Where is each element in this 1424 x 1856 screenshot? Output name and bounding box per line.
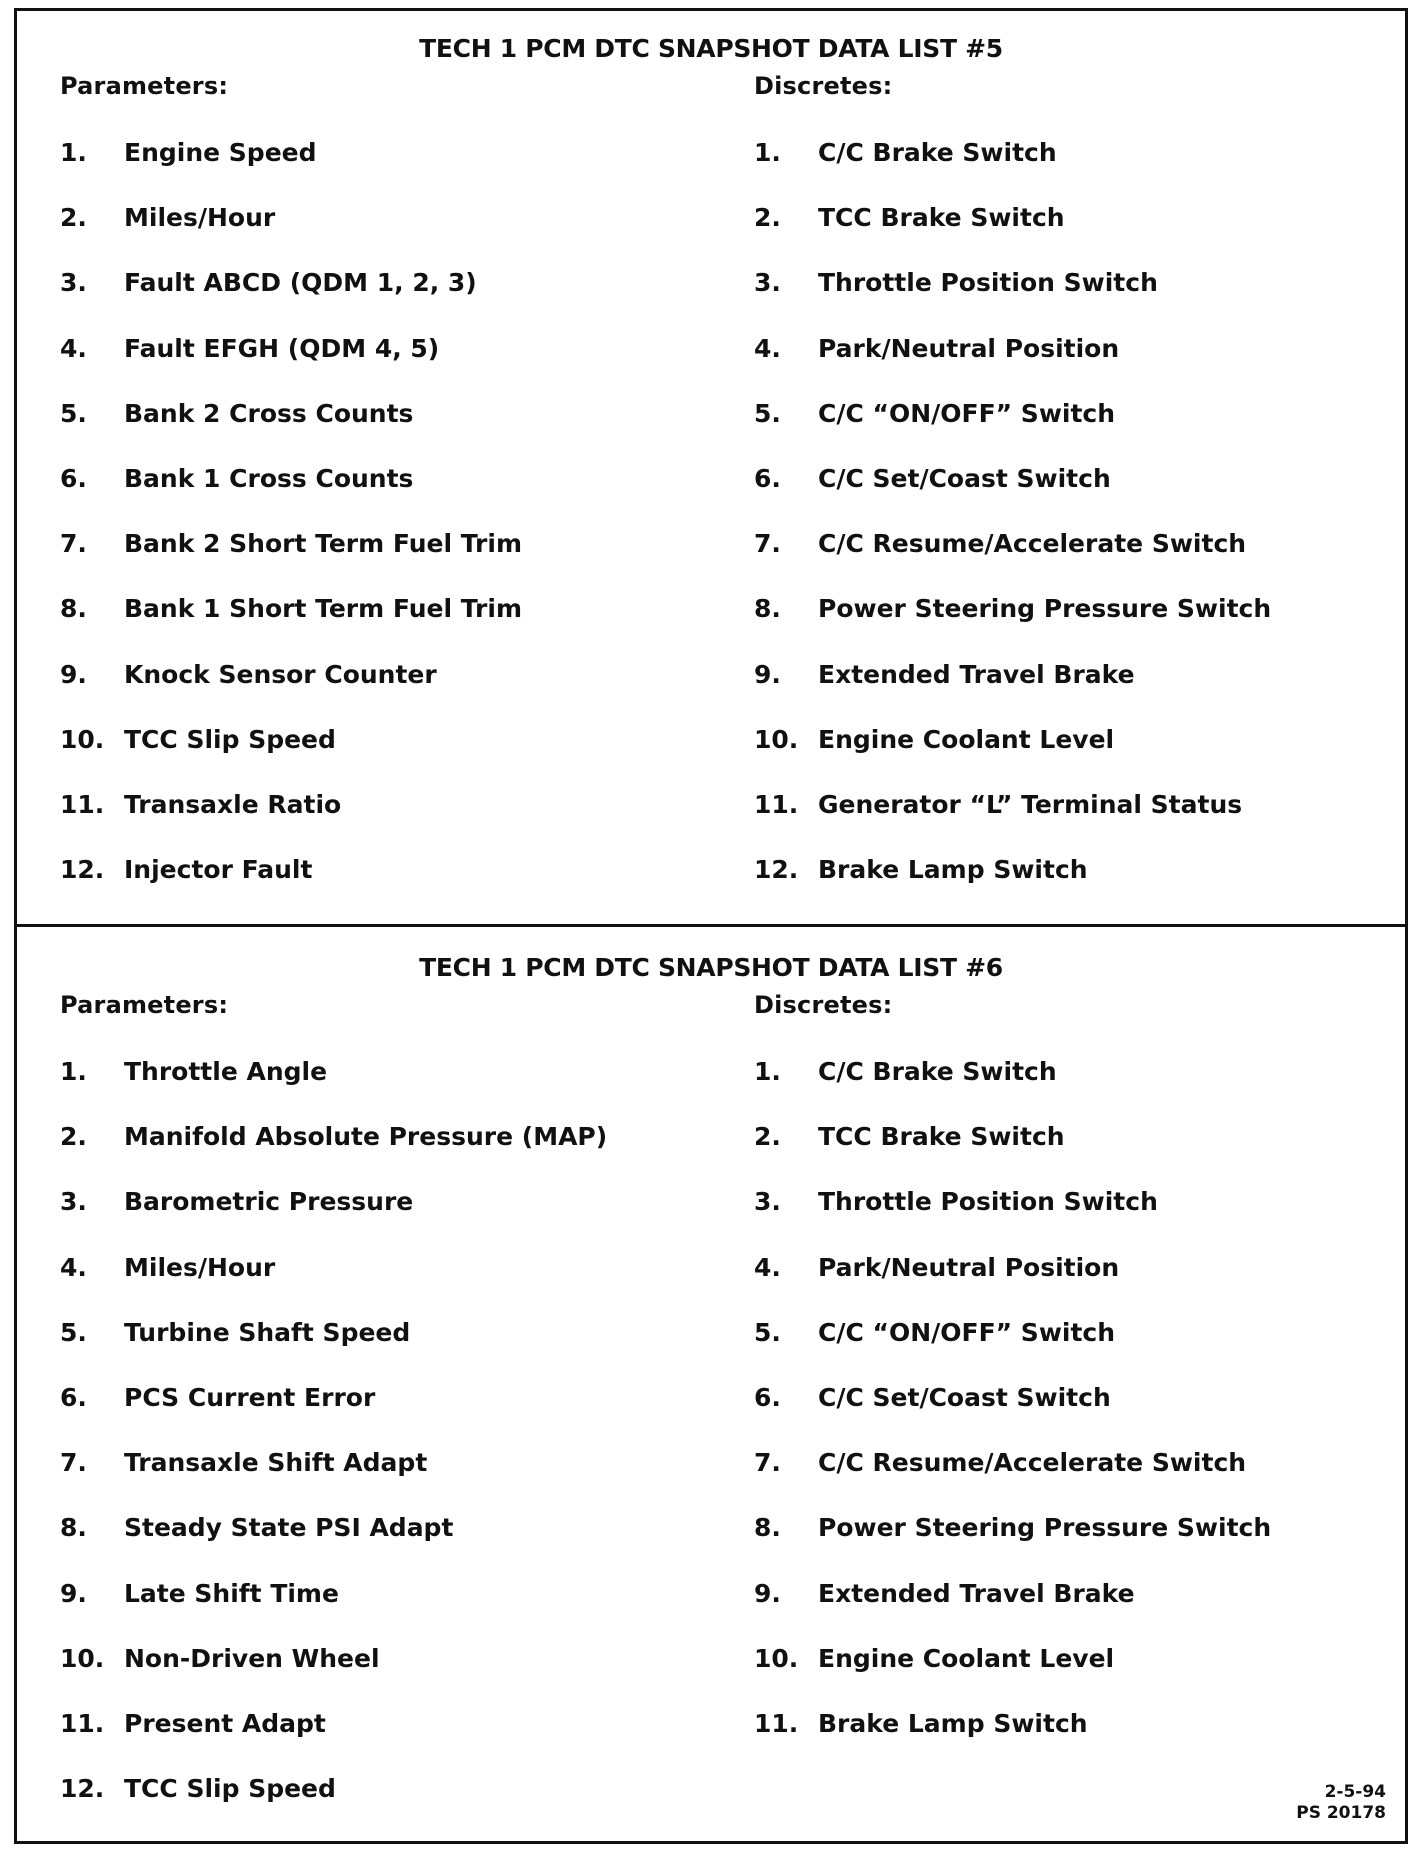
item-label: TCC Brake Switch xyxy=(818,203,1065,233)
item-number: 9. xyxy=(60,659,87,689)
item-label: Present Adapt xyxy=(124,1708,326,1738)
item-label: Transaxle Ratio xyxy=(124,789,342,819)
item-label: C/C Brake Switch xyxy=(818,1057,1057,1086)
item-number: 12. xyxy=(754,855,799,885)
item-label: Extended Travel Brake xyxy=(818,1578,1135,1608)
item-number: 9. xyxy=(754,1578,781,1608)
item-number: 9. xyxy=(754,659,781,689)
item-label: Engine Coolant Level xyxy=(818,724,1115,754)
item-number: 11. xyxy=(60,789,105,819)
item-label: Steady State PSI Adapt xyxy=(124,1513,454,1543)
item-label: Fault EFGH (QDM 4, 5) xyxy=(124,333,440,363)
item-label: Knock Sensor Counter xyxy=(124,659,437,689)
item-number: 10. xyxy=(60,724,105,754)
item-label: TCC Slip Speed xyxy=(124,724,336,754)
item-label: Engine Coolant Level xyxy=(818,1643,1115,1673)
item-number: 8. xyxy=(60,1513,87,1543)
item-label: Bank 1 Cross Counts xyxy=(124,463,414,493)
item-label: Power Steering Pressure Switch xyxy=(818,1513,1272,1543)
item-label: TCC Brake Switch xyxy=(818,1122,1065,1152)
item-number: 8. xyxy=(60,594,87,624)
item-number: 3. xyxy=(60,268,87,298)
item-number: 7. xyxy=(754,1448,781,1478)
item-number: 4. xyxy=(754,1252,781,1282)
list-5-parameters-header: Parameters: xyxy=(60,72,229,100)
item-number: 8. xyxy=(754,1513,781,1543)
item-number: 5. xyxy=(754,398,781,428)
item-label: Miles/Hour xyxy=(124,1252,276,1282)
item-label: C/C Brake Switch xyxy=(818,138,1057,167)
item-label: Generator “L” Terminal Status xyxy=(818,789,1243,819)
item-label: Transaxle Shift Adapt xyxy=(124,1448,428,1478)
item-label: Engine Speed xyxy=(124,138,317,167)
stamp-code: PS 20178 xyxy=(1296,1803,1386,1823)
item-label: C/C “ON/OFF” Switch xyxy=(818,398,1116,428)
item-label: C/C Set/Coast Switch xyxy=(818,463,1111,493)
item-number: 4. xyxy=(754,333,781,363)
item-number: 5. xyxy=(754,1317,781,1347)
item-label: Park/Neutral Position xyxy=(818,333,1120,363)
item-number: 2. xyxy=(60,203,87,233)
item-number: 10. xyxy=(754,724,799,754)
item-label: Barometric Pressure xyxy=(124,1187,414,1217)
item-number: 11. xyxy=(60,1708,105,1738)
item-number: 4. xyxy=(60,1252,87,1282)
item-number: 3. xyxy=(754,268,781,298)
item-number: 2. xyxy=(60,1122,87,1152)
item-number: 1. xyxy=(60,138,87,167)
item-number: 5. xyxy=(60,1317,87,1347)
item-number: 6. xyxy=(754,463,781,493)
item-label: Injector Fault xyxy=(124,855,313,885)
item-number: 5. xyxy=(60,398,87,428)
item-label: Throttle Position Switch xyxy=(818,268,1158,298)
list-5-discretes-header: Discretes: xyxy=(754,72,893,100)
item-label: Extended Travel Brake xyxy=(818,659,1135,689)
item-number: 11. xyxy=(754,1708,799,1738)
item-label: Power Steering Pressure Switch xyxy=(818,594,1272,624)
item-number: 4. xyxy=(60,333,87,363)
item-label: Turbine Shaft Speed xyxy=(124,1317,411,1347)
list-6-discretes-header: Discretes: xyxy=(754,991,893,1019)
document-stamp xyxy=(1296,1782,1386,1824)
item-label: Fault ABCD (QDM 1, 2, 3) xyxy=(124,268,477,298)
item-number: 7. xyxy=(754,529,781,559)
item-label: Brake Lamp Switch xyxy=(818,855,1088,885)
item-label: Miles/Hour xyxy=(124,203,276,233)
item-label: Throttle Angle xyxy=(124,1057,328,1086)
item-number: 1. xyxy=(754,138,781,167)
item-number: 9. xyxy=(60,1578,87,1608)
snapshot-list-5 xyxy=(14,8,1408,924)
item-label: C/C Resume/Accelerate Switch xyxy=(818,1448,1247,1478)
item-number: 6. xyxy=(60,463,87,493)
stamp-date: 2-5-94 xyxy=(1324,1782,1386,1802)
item-label: Bank 2 Short Term Fuel Trim xyxy=(124,529,522,559)
item-label: C/C “ON/OFF” Switch xyxy=(818,1317,1116,1347)
item-label: Late Shift Time xyxy=(124,1578,339,1608)
item-label: Bank 1 Short Term Fuel Trim xyxy=(124,594,522,624)
item-number: 1. xyxy=(754,1057,781,1086)
list-5-title: TECH 1 PCM DTC SNAPSHOT DATA LIST #5 xyxy=(419,34,1003,63)
item-number: 11. xyxy=(754,789,799,819)
item-label: C/C Resume/Accelerate Switch xyxy=(818,529,1247,559)
item-label: PCS Current Error xyxy=(124,1382,376,1412)
list-6-title: TECH 1 PCM DTC SNAPSHOT DATA LIST #6 xyxy=(419,953,1003,982)
item-number: 8. xyxy=(754,594,781,624)
item-label: Throttle Position Switch xyxy=(818,1187,1158,1217)
item-number: 3. xyxy=(60,1187,87,1217)
item-number: 10. xyxy=(60,1643,105,1673)
item-number: 6. xyxy=(60,1382,87,1412)
item-label: C/C Set/Coast Switch xyxy=(818,1382,1111,1412)
item-number: 1. xyxy=(60,1057,87,1086)
item-number: 12. xyxy=(60,1774,105,1804)
item-label: TCC Slip Speed xyxy=(124,1774,336,1804)
item-number: 2. xyxy=(754,203,781,233)
item-label: Brake Lamp Switch xyxy=(818,1708,1088,1738)
item-number: 3. xyxy=(754,1187,781,1217)
item-number: 7. xyxy=(60,1448,87,1478)
item-number: 10. xyxy=(754,1643,799,1673)
item-label: Park/Neutral Position xyxy=(818,1252,1120,1282)
item-label: Non-Driven Wheel xyxy=(124,1643,380,1673)
snapshot-list-6 xyxy=(14,927,1408,1844)
item-number: 6. xyxy=(754,1382,781,1412)
item-label: Bank 2 Cross Counts xyxy=(124,398,414,428)
item-label: Manifold Absolute Pressure (MAP) xyxy=(124,1122,608,1152)
item-number: 7. xyxy=(60,529,87,559)
item-number: 2. xyxy=(754,1122,781,1152)
list-6-parameters-header: Parameters: xyxy=(60,991,229,1019)
item-number: 12. xyxy=(60,855,105,885)
